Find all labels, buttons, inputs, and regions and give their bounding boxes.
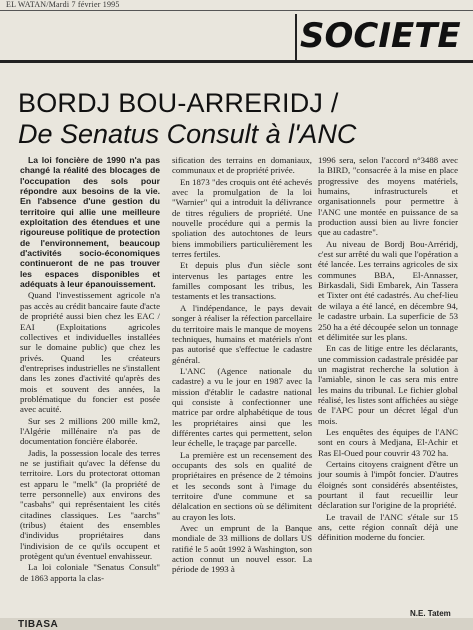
paragraph: sification des terrains en domaniaux, communaux et de propriété privée. bbox=[172, 155, 312, 176]
paragraph: Sur ses 2 millions 200 mille km2, l'Algérie millénaire n'a pas de documentation foncière élaborée. bbox=[20, 415, 160, 447]
paragraph: L'ANC (Agence nationale du cadastre) a vu le jour en 1987 avec la mission d'établir le cadastre national qui consiste à confectionner une matrice par ordre alphabétique de tous les propriétaires ainsi que les différentes cartes qui permettent, selon leur échelle, le traçage par parcelle. bbox=[172, 365, 312, 449]
paragraph: En 1873 "des croquis ont été achevés avec la promulgation de la loi "Warnier" qui a introduit la délivrance de titres réguliers de propriété. Une nouvelle procédure qui a permis la spoliation des autochtones de leurs biens immobiliers particulièrement les terres fertiles. bbox=[172, 176, 312, 260]
paragraph: Au niveau de Bordj Bou-Arréridj, c'est sur arrêté du wali que l'opération a été lancée. Les terrains agricoles de six communes BBA, El-Annasser, Birkasdali, Sidi Embarek, Ain Tassera et Tixter ont été cadastrés. Au chef-lieu de wilaya a été lancé, en décembre 94, le cadastre urbain. La superficie de 53 250 ha a été découpée selon un tonnage et délimitée sur les plans. bbox=[318, 238, 458, 342]
paragraph: Les enquêtes des équipes de l'ANC sont en cours à Medjana, El-Achir et Ras El-Oued pour couvrir 43 702 ha. bbox=[318, 426, 458, 458]
headline-line-1: BORDJ BOU-ARRERIDJ / bbox=[18, 88, 339, 118]
paragraph: Et depuis plus d'un siècle sont intervenus les partages entre les familles composant les tribus, les testaments et les transactions. bbox=[172, 260, 312, 302]
lead-paragraph: La loi foncière de 1990 n'a pas changé la réalité des blocages de l'occupation des sols pour répondre aux besoins de la vie. En l'absence d'une gestion du territoire qui allie une meilleure exploitation des étendues et une rigoureuse politique de protection de l'environnement, beaucoup d'activités socio-économiques continueront de ne pas trouver les espaces disponibles et adéquats à leur épanouissement. bbox=[20, 155, 160, 290]
paragraph: La première est un recensement des occupants des sols en qualité de propriétaires en présence de 2 témoins et les seconds sont à l'image du territoire d'une commune et sa délalcation en sections où se délimitent au crayon les lots. bbox=[172, 449, 312, 522]
paragraph: A l'indépendance, le pays devait songer à réaliser la réfection parcellaire du territoire mais le manque de moyens techniques, humains et matériels n'ont pas autorisé que s'effectue le cadastre général. bbox=[172, 302, 312, 365]
paragraph: 1996 sera, selon l'accord n°3488 avec la BIRD, "consacrée à la mise en place progressive des moyens matériels, humains, infrastructurels et organisationnels pour permettre à l'ANC une montée en puissance de sa production aussi bien au livre foncier que au cadastre". bbox=[318, 155, 458, 238]
top-rule bbox=[0, 10, 473, 11]
author-signature: N.E. Tatem bbox=[410, 609, 451, 618]
paragraph: Certains citoyens craignent d'être un jour soumis à l'impôt foncier. D'autres éloignés sont considérés absentéistes, pourtant il faut recueillir leur déclaration sur l'origine de la propriété. bbox=[318, 458, 458, 511]
section-title: SOCIETE bbox=[300, 16, 461, 56]
paragraph: En cas de litige entre les déclarants, une commission cadastrale présidée par un magistrat recherche la solution à l'amiable, sinon le cas sera mis entre les mains du tribunal. Le fichier global réalisé, les listes sont affichées au siège de l'APC pour un décret légal d'un mois. bbox=[318, 343, 458, 426]
paragraph: Jadis, la possession locale des terres ne se justifiait qu'avec la défense du territoire. Lors du protectorat ottoman est apparu le "melk" (la propriété de terre personnelle) aux environs des "casbahs" qui représentaient les cités citadines classiques. Les "aarchs" (tribus) étaient des ensembles d'individus propriétaires dans l'indivision de ce qu'ils occupent et protègent qu'un éventuel envahisseur. bbox=[20, 447, 160, 562]
article-column-2 bbox=[172, 155, 312, 575]
article-column-3 bbox=[318, 155, 458, 543]
masthead: EL WATAN/Mardi 7 février 1995 bbox=[6, 0, 120, 9]
paragraph: Le travail de l'ANC s'étale sur 15 ans, cette région connaît déjà une définition moderne du foncier. bbox=[318, 511, 458, 543]
paragraph: Avec un emprunt de la Banque mondiale de 33 millions de dollars US ratifié le 5 août 1992 à Washington, son action connut un nouvel essor. La période de 1993 à bbox=[172, 523, 312, 575]
bottom-strip bbox=[0, 618, 473, 630]
headline-line-2: De Senatus Consult à l'ANC bbox=[18, 119, 357, 149]
paragraph: Quand l'investissement agricole n'a pas accès au crédit bancaire faute d'acte de propriété aussi bien chez les EAC / EAI (Exploitations agricoles collectives et individuelles installées sur le domaine public) que chez les privés. Quand les créateurs d'entreprises industrielles ne s'installent dans les zones d'activité qu'après des mois et souvent des années, la problématique du foncier est posée avec acuité. bbox=[20, 290, 160, 415]
paragraph: La loi coloniale "Senatus Consult" de 1863 apporta la clas- bbox=[20, 562, 160, 583]
section-rule bbox=[0, 60, 473, 63]
bottom-fragment: TIBASA bbox=[18, 619, 59, 630]
article-column-1 bbox=[20, 155, 160, 583]
